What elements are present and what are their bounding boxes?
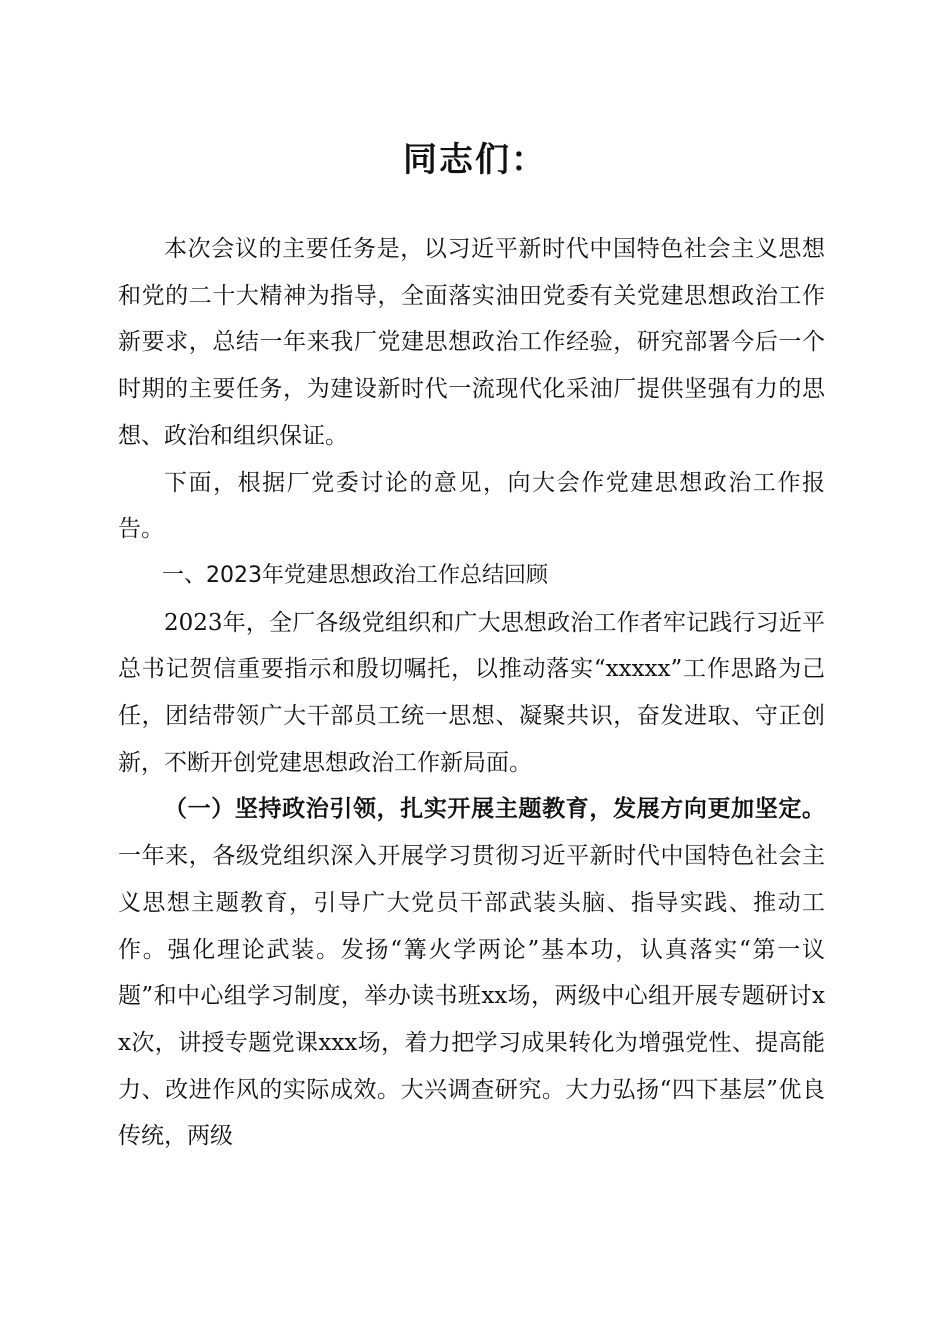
intro-paragraph-2: 下面，根据厂党委讨论的意见，向大会作党建思想政治工作报告。 [118,469,825,543]
subsection-lead: （一）坚持政治引领，扎实开展主题教育，发展方向更加坚定。 [164,796,825,823]
section-heading: 一、2023年党建思想政治工作总结回顾 [162,562,548,588]
subsection-body: 一年来，各级党组织深入开展学习贯彻习近平新时代中国特色社会主义思想主题教育，引导广大党员干部武装头脑、指导实践、推动工作。强化理论武装。发扬“篝火学两论”基本功，认真落实“第一议题”和中心组学习制度，举办读书班xx场，两级中心组开展专题研讨xx次，讲授专题党课xxx场，着力把学习成果转化为增强党性、提高能力、改进作风的实际成效。大兴调查研究。大力弘扬“四下基层”优良传统，两级 [118,843,825,1150]
document-body [118,226,825,1160]
section-intro-paragraph: 2023年，全厂各级党组织和广大思想政治工作者牢记践行习近平总书记贺信重要指示和殷切嘱托，以推动落实“xxxxx”工作思路为己任，团结带领广大干部员工统一思想、凝聚共识，奋发进取、守正创新，不断开创党建思想政治工作新局面。 [118,609,825,776]
subsection-paragraph [118,786,825,1160]
document-title: 同志们： [403,140,547,180]
intro-paragraph-1: 本次会议的主要任务是，以习近平新时代中国特色社会主义思想和党的二十大精神为指导，全面落实油田党委有关党建思想政治工作新要求，总结一年来我厂党建思想政治工作经验，研究部署今后一个时期的主要任务，为建设新时代一流现代化采油厂提供坚强有力的思想、政治和组织保证。 [118,236,825,449]
